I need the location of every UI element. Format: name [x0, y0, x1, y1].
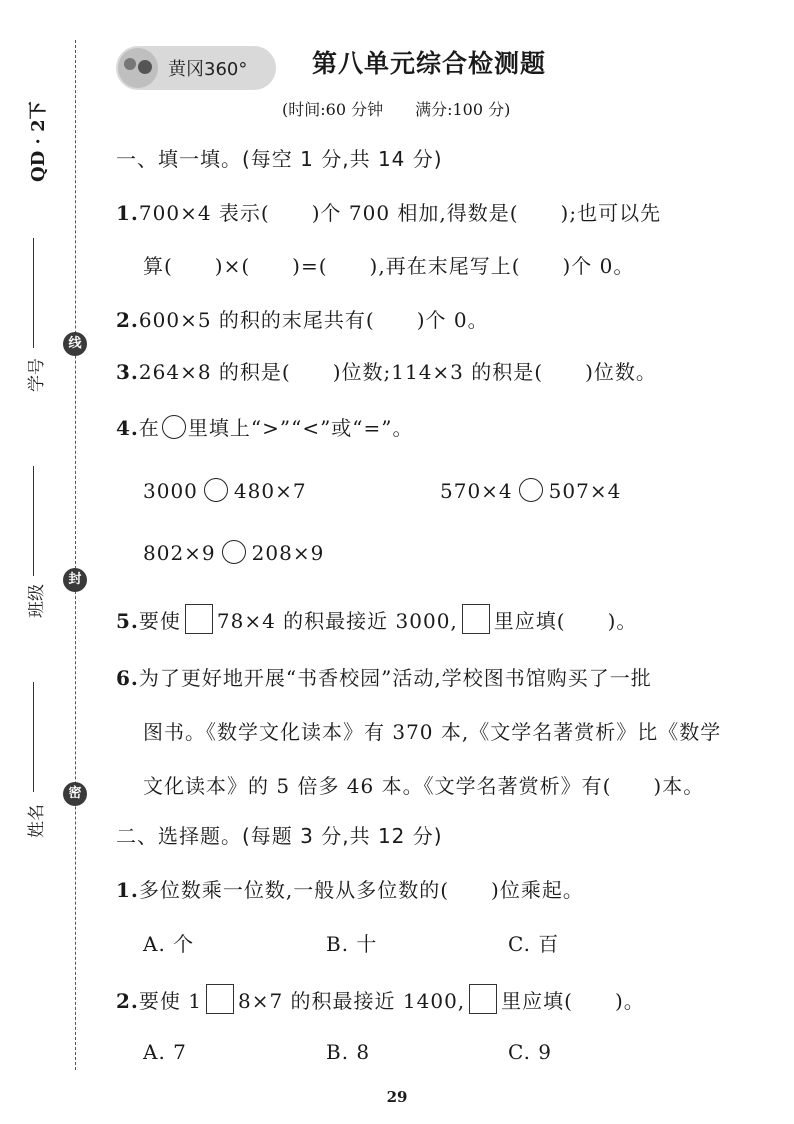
- question-number: 4.: [116, 416, 139, 440]
- question-text: 里应填( )。: [501, 989, 645, 1013]
- question-text: 多位数乘一位数,一般从多位数的( )位乘起。: [138, 878, 584, 902]
- section-1-heading: 一、填一填。(每空 1 分,共 14 分): [116, 147, 443, 171]
- question-text: 里应填( )。: [493, 609, 638, 633]
- question-text: 700×4 表示( )个 700 相加,得数是( );也可以先: [138, 201, 662, 225]
- compare-circle-icon: [162, 415, 186, 439]
- name-line: [33, 682, 34, 792]
- class-line: [33, 466, 34, 576]
- question-text: 8×7 的积最接近 1400,: [237, 989, 466, 1013]
- question-1-line-2: 算( )×( )=( ),再在末尾写上( )个 0。: [143, 254, 635, 278]
- question-text: 264×8 的积是( )位数;114×3 的积是( )位数。: [138, 360, 657, 384]
- choice-question-1: [116, 874, 584, 903]
- name-label: 姓名: [27, 804, 47, 838]
- question-number: 5.: [116, 609, 139, 633]
- question-4: [116, 412, 414, 441]
- question-number: 6.: [116, 666, 139, 690]
- digit-box[interactable]: [462, 604, 490, 634]
- answer-circle[interactable]: [519, 478, 543, 502]
- question-number: 2.: [116, 308, 139, 332]
- question-1-line-1: [116, 197, 661, 226]
- compare-right: 507×4: [548, 479, 622, 503]
- question-3: [116, 356, 657, 385]
- compare-right: 208×9: [251, 541, 325, 565]
- question-6-line-3: 文化读本》的 5 倍多 46 本。《文学名著赏析》有( )本。: [143, 774, 705, 798]
- question-number: 2.: [116, 989, 139, 1013]
- brand-logo: [116, 46, 276, 90]
- question-5: [116, 604, 637, 634]
- question-text: 78×4 的积最接近 3000,: [216, 609, 458, 633]
- page-title: 第八单元综合检测题: [312, 49, 547, 78]
- question-text: 600×5 的积的末尾共有( )个 0。: [138, 308, 489, 332]
- binding-strip: [0, 0, 96, 1124]
- cut-line: [75, 40, 76, 1070]
- answer-circle[interactable]: [222, 540, 246, 564]
- logo-text: 黄冈360°: [168, 59, 248, 80]
- compare-item-3: [143, 540, 324, 565]
- question-text: 要使: [138, 609, 181, 633]
- compare-left: 570×4: [440, 479, 513, 503]
- mascot-icon: [118, 48, 158, 88]
- choice-option-c[interactable]: C. 百: [508, 932, 560, 956]
- choice-option-a[interactable]: A. 7: [143, 1040, 187, 1064]
- answer-circle[interactable]: [204, 478, 228, 502]
- digit-box[interactable]: [469, 984, 497, 1014]
- section-2-heading: 二、选择题。(每题 3 分,共 12 分): [116, 824, 443, 848]
- exam-info: (时间:60 分钟 满分:100 分): [282, 100, 511, 119]
- compare-item-2: [440, 478, 621, 503]
- compare-item-1: [143, 478, 307, 503]
- choice-question-2: [116, 984, 645, 1014]
- compare-left: 3000: [143, 479, 198, 503]
- seal-mark-secret: 密: [63, 782, 87, 806]
- choice-option-c[interactable]: C. 9: [508, 1040, 553, 1064]
- question-6-line-1: [116, 662, 652, 691]
- student-id-line: [33, 238, 34, 348]
- question-text: 在: [138, 416, 160, 440]
- question-number: 3.: [116, 360, 139, 384]
- question-number: 1.: [116, 201, 139, 225]
- class-label: 班级: [27, 584, 47, 618]
- question-6-line-2: 图书。《数学文化读本》有 370 本,《文学名著赏析》比《数学: [143, 720, 722, 744]
- question-number: 1.: [116, 878, 139, 902]
- seal-mark-seal: 封: [63, 568, 87, 592]
- edition-code: QD · 2下: [28, 101, 49, 182]
- student-id-label: 学号: [27, 358, 47, 392]
- question-text: 里填上“>”“<”或“=”。: [187, 416, 414, 440]
- page-number: 29: [386, 1088, 408, 1106]
- question-text: 要使 1: [138, 989, 202, 1013]
- compare-right: 480×7: [233, 479, 307, 503]
- compare-left: 802×9: [143, 541, 216, 565]
- choice-option-b[interactable]: B. 8: [326, 1040, 371, 1064]
- digit-box[interactable]: [185, 604, 213, 634]
- question-text: 为了更好地开展“书香校园”活动,学校图书馆购买了一批: [138, 666, 652, 690]
- question-2: [116, 304, 489, 333]
- choice-option-b[interactable]: B. 十: [326, 932, 378, 956]
- choice-option-a[interactable]: A. 个: [143, 932, 195, 956]
- digit-box[interactable]: [206, 984, 234, 1014]
- seal-mark-line: 线: [63, 332, 87, 356]
